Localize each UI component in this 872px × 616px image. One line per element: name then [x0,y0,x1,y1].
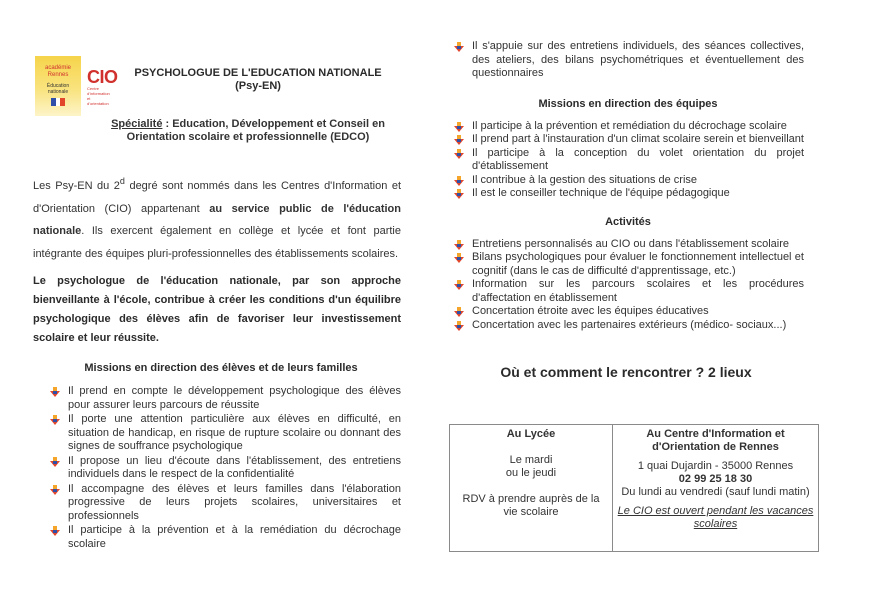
arrow-bullet-icon [454,321,464,331]
specialty-label: Spécialité [111,118,163,130]
intro-text-2: degré sont nommés dans les Centres d'Information et d'Orientation (CIO) appartenant [33,180,401,215]
list-item [452,174,804,188]
cio-heading-1: Au Centre d'Information et [646,428,785,440]
lycee-days-2: ou le jeudi [505,467,557,479]
arrow-bullet-icon [454,122,464,132]
arrow-bullet-icon [50,526,60,536]
intro-paragraph [33,175,401,265]
cio-hours: Du lundi au vendredi (sauf lundi matin) [621,486,810,498]
list-item-text: Il prend en compte le développement psychologique des élèves pour assurer leurs parcours de réussite [68,385,401,411]
missions-teams-list [452,120,804,201]
arrow-bullet-icon [50,485,60,495]
arrow-bullet-icon [454,253,464,263]
activities-title: Activités [605,215,651,228]
subtitle-line: (Psy-EN) [235,80,281,92]
list-item-text: Bilans psychologiques pour évaluer le fonctionnement intellectuel et cognitif (dans le cas de difficulté d'apprentissage, etc.) [472,251,804,277]
french-flag-icon [51,98,65,106]
lycee-appointment: RDV à prendre auprès de la vie scolaire [462,493,600,518]
cio-phone: 02 99 25 18 30 [678,473,753,485]
arrow-bullet-icon [454,176,464,186]
title-line: PSYCHOLOGUE DE L'EDUCATION NATIONALE [134,67,382,79]
list-item [452,319,804,333]
list-item-text: Entretiens personnalisés au CIO ou dans l'établissement scolaire [472,237,789,250]
intro-superscript: d [119,176,125,186]
lycee-cell [450,425,613,552]
meeting-places-table [449,424,819,552]
list-item [452,278,804,305]
cio-logo-text: CIO [87,67,118,87]
cio-holiday-note: Le CIO est ouvert pendant les vacances scolaires [617,505,814,530]
list-item-text: Il est le conseiller technique de l'équipe pédagogique [472,187,730,199]
intro-bold: au service public de l'éducation nationale [33,202,401,237]
intro-text-1: Les Psy-EN du 2 [33,180,120,192]
document-header [33,40,401,143]
list-item [48,483,401,524]
cio-logo-subtitle: Centre d'information et d'orientation [87,86,110,106]
missions-students-title: Missions en direction des élèves et de leurs familles [84,362,358,374]
list-item-text: Il s'appuie sur des entretiens individuels, des séances collectives, des ateliers, des bilans psychométriques et éventuellement des questionnaires [472,40,804,79]
missions-students-list-continued [452,40,804,81]
list-item [48,455,401,482]
right-column [452,40,804,381]
arrow-bullet-icon [50,387,60,397]
document-title [113,67,403,93]
table-row [450,425,819,552]
list-item [452,147,804,174]
academie-rennes-logo [35,56,81,116]
list-item-text: Il prend part à l'instauration d'un climat scolaire serein et bienveillant [472,133,804,145]
list-item-text: Il porte une attention particulière aux élèves en difficulté, en situation de handicap, en risque de rupture scolaire ou donnant des signes de souffrance psychologique [68,413,401,452]
arrow-bullet-icon [50,457,60,467]
list-item [452,40,804,81]
arrow-bullet-icon [454,135,464,145]
list-item [48,385,401,412]
logo-education-text: Éducation [46,83,70,89]
specialty-text: : Education, Développement et Conseil en Orientation scolaire et professionnelle (EDCO) [126,118,385,143]
arrow-bullet-icon [50,415,60,425]
intro-text-3: . Ils exercent également en collège et lycée et font partie intégrante des équipes pluri-professionnelles des établissements scolaires. [33,225,401,260]
missions-students-list [48,385,401,551]
activities-list [452,238,804,333]
missions-teams-title: Missions en direction des équipes [538,97,718,110]
logo-rennes-text: Rennes [47,72,69,78]
cio-cell [613,425,819,552]
list-item [48,524,401,551]
arrow-bullet-icon [454,280,464,290]
lycee-heading: Au Lycée [506,428,556,440]
list-item [452,120,804,134]
arrow-bullet-icon [454,240,464,250]
cio-address: 1 quai Dujardin - 35000 Rennes [637,460,794,472]
list-item-text: Information sur les parcours scolaires et les procédures d'affectation en établissement [472,278,804,304]
list-item [452,187,804,201]
list-item-text: Il accompagne des élèves et leurs familles dans l'élaboration progressive de leurs projets scolaires, universitaires et professionnels [68,482,401,522]
list-item [452,305,804,319]
list-item [452,251,804,278]
list-item-text: Il propose un lieu d'écoute dans l'établissement, des entretiens individuels dans le respect de la confidentialité [68,454,401,480]
list-item-text: Il contribue à la gestion des situations de crise [472,173,698,186]
cio-heading-2: d'Orientation de Rennes [652,441,779,453]
list-item-text: Il participe à la prévention et remédiation du décrochage scolaire [472,119,787,132]
list-item-text: Il participe à la prévention et à la remédiation du décrochage scolaire [68,524,401,550]
lead-paragraph: Le psychologue de l'éducation nationale, par son approche bienveillante à l'école, contribue à créer les conditions d'un équilibre psychologique des élèves afin de favoriser leur investissement scolaire et leur réussite. [33,275,401,344]
logo-nationale-text: nationale [47,89,69,95]
meet-title: Où et comment le rencontrer ? 2 lieux [500,364,752,380]
list-item-text: Concertation étroite avec les équipes éducatives [472,305,709,317]
arrow-bullet-icon [454,149,464,159]
list-item-text: Concertation avec les partenaires extérieurs (médico- sociaux...) [472,318,787,331]
arrow-bullet-icon [454,307,464,317]
list-item-text: Il participe à la conception du volet orientation du projet d'établissement [472,146,804,172]
list-item [452,133,804,147]
arrow-bullet-icon [454,42,464,52]
specialty [93,118,403,144]
left-column [33,40,401,552]
list-item [452,238,804,252]
arrow-bullet-icon [454,189,464,199]
logo-academie-text: académie [44,65,71,71]
list-item [48,413,401,454]
lycee-days-1: Le mardi [509,454,553,466]
